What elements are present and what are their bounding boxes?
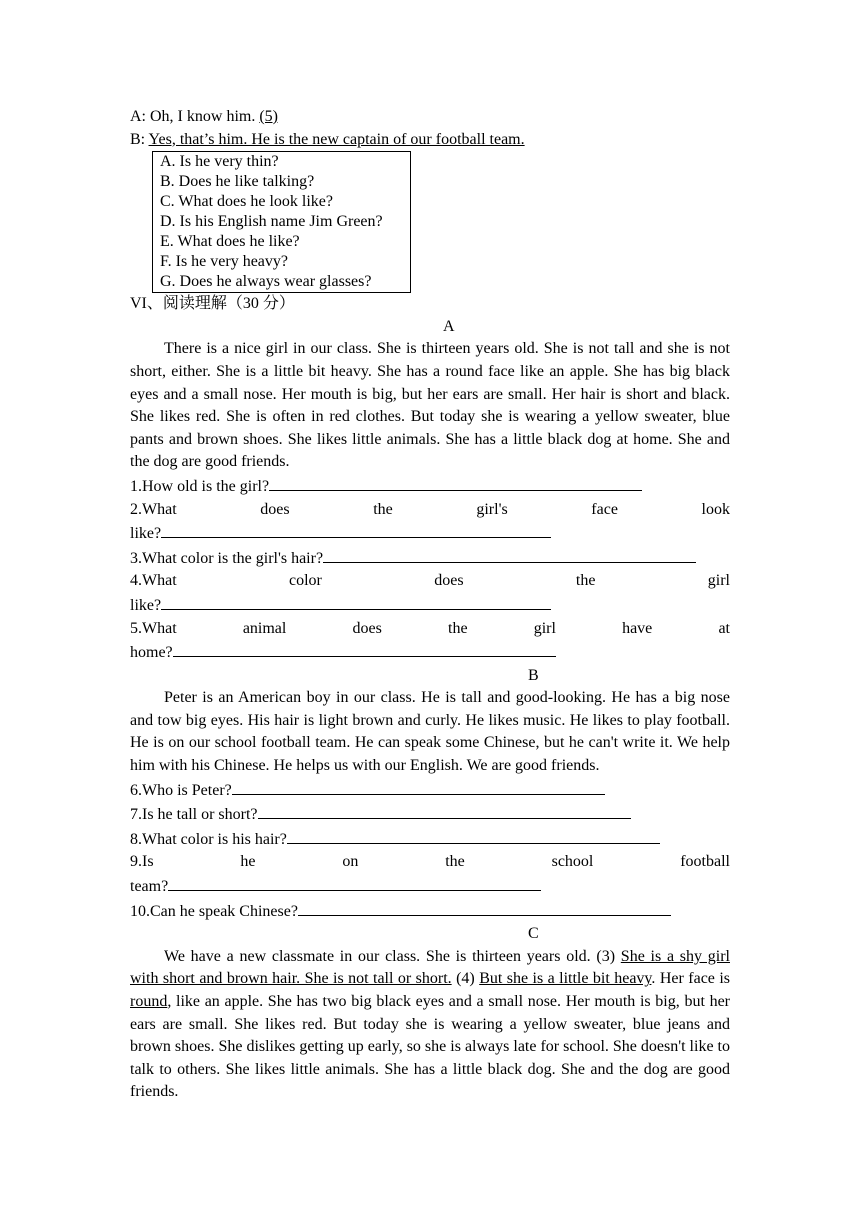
- question-8-text: 8.What color is his hair?: [130, 830, 287, 848]
- q5-word: animal: [242, 619, 287, 637]
- q5-end: home?: [130, 644, 173, 662]
- q2-word: face: [591, 500, 618, 518]
- option-e: E. What does he like?: [160, 233, 300, 251]
- q5-word: the: [448, 619, 468, 637]
- question-2-line-1: [130, 499, 730, 522]
- dialogue-line-b: [130, 129, 730, 152]
- q2-word: does: [260, 500, 290, 518]
- section-title: VI、阅读理解（30 分）: [130, 295, 295, 313]
- question-7: [130, 802, 730, 827]
- question-10: [130, 899, 730, 924]
- options-box: [152, 151, 411, 293]
- option-c: C. What does he look like?: [160, 193, 333, 211]
- passage-c-text: [130, 946, 730, 1104]
- passage-c-underlined: But she is a little bit heavy: [479, 970, 652, 988]
- q9-word: 9.Is: [130, 853, 154, 871]
- passage-c-underlined: She is a shy girl with short and brown hair. She is not tall or short.: [130, 947, 730, 988]
- answer-blank-9[interactable]: [168, 874, 541, 891]
- question-1-text: 1.How old is the girl?: [130, 477, 270, 495]
- answer-blank-8[interactable]: [287, 827, 660, 844]
- answer-blank-6[interactable]: [232, 778, 605, 795]
- q4-word: color: [289, 572, 322, 590]
- question-9: [130, 851, 730, 898]
- question-7-text: 7.Is he tall or short?: [130, 806, 258, 824]
- question-3-text: 3.What color is the girl's hair?: [130, 549, 324, 567]
- question-3: [130, 546, 730, 571]
- passage-c-part: We have a new classmate in our class. She is thirteen years old. (3): [164, 947, 621, 965]
- option-a: A. Is he very thin?: [160, 153, 279, 171]
- q9-word: football: [680, 853, 730, 871]
- worksheet-page: [130, 106, 730, 1104]
- q4-word: does: [434, 572, 464, 590]
- question-6: [130, 778, 730, 803]
- q4-end: like?: [130, 596, 162, 614]
- question-5-line-1: [130, 618, 730, 641]
- answer-blank-1[interactable]: [269, 474, 642, 491]
- question-4-line-1: [130, 570, 730, 593]
- q2-word: look: [701, 500, 730, 518]
- question-6-text: 6.Who is Peter?: [130, 781, 232, 799]
- question-2-line-2: [130, 521, 730, 546]
- option-g: G. Does he always wear glasses?: [160, 273, 372, 291]
- question-4: [130, 570, 730, 617]
- q9-word: on: [342, 853, 359, 871]
- answer-blank-7[interactable]: [258, 802, 631, 819]
- q9-word: he: [240, 853, 256, 871]
- option-d: D. Is his English name Jim Green?: [160, 213, 383, 231]
- q2-word: girl's: [476, 500, 508, 518]
- q9-end: team?: [130, 878, 169, 896]
- q4-word: girl: [707, 572, 730, 590]
- q9-word: school: [551, 853, 594, 871]
- answer-blank-2[interactable]: [161, 521, 551, 538]
- question-8: [130, 827, 730, 852]
- answer-blank-10[interactable]: [298, 899, 671, 916]
- q4-word: the: [575, 572, 596, 590]
- q5-word: have: [622, 619, 653, 637]
- option-b: B. Does he like talking?: [160, 173, 315, 191]
- passage-b-label: B: [528, 666, 539, 684]
- q2-word: 2.What: [130, 500, 177, 518]
- passage-c-underlined: round: [130, 993, 168, 1010]
- question-10-text: 10.Can he speak Chinese?: [130, 902, 298, 920]
- passage-a-text: There is a nice girl in our class. She is thirteen years old. She is not tall and she is not short, either. She is a little bit heavy. She has a round face like an apple. She has big black eyes and a small nose. Her mouth is big, but her ears are small. Her hair is short and black. She likes red. She is often in red clothes. But today she is wearing a yellow sweater, blue pants and brown shoes. She likes little animals. She has a little black dog at home. She and the dog are good friends.: [130, 340, 730, 471]
- dialogue-b-text: Yes, that’s him. He is the new captain of our football team.: [148, 130, 525, 148]
- question-9-line-1: [130, 851, 730, 874]
- passage-c-part: , like an apple. She has two big black eyes and a small nose. Her mouth is big, but her ears are small. She likes red. But today she is wearing a yellow sweater, blue jeans and brown shoes. She dislikes getting up early, so she is always late for school. She doesn't like to talk to others. She likes little animals. She has a little black dog. She and the dog are good friends.: [130, 993, 730, 1101]
- question-5: [130, 618, 730, 665]
- question-2: [130, 499, 730, 546]
- question-4-line-2: [130, 593, 730, 618]
- q4-word: 4.What: [130, 572, 177, 590]
- question-5-line-2: [130, 640, 730, 665]
- passage-a-label: A: [443, 317, 455, 335]
- q2-word: the: [373, 500, 393, 518]
- answer-blank-5[interactable]: [173, 640, 556, 657]
- dialogue-a-blank: (5): [259, 108, 278, 125]
- answer-blank-4[interactable]: [161, 593, 551, 610]
- passage-c-label: C: [528, 925, 539, 943]
- option-f: F. Is he very heavy?: [160, 253, 289, 271]
- passage-c-part: . Her face is: [651, 970, 730, 988]
- q5-word: girl: [533, 619, 556, 637]
- question-1: [130, 474, 730, 499]
- q2-end: like?: [130, 525, 162, 543]
- passage-b-text: Peter is an American boy in our class. He is tall and good-looking. He has a big nose and tow big eyes. His hair is light brown and curly. He likes music. He likes to play football. He is on our school football team. He can speak some Chinese, but he can't write it. We help him with his Chinese. He helps us with our English. We are good friends.: [130, 689, 730, 775]
- dialogue-a-text: A: Oh, I know him.: [130, 108, 260, 125]
- question-9-line-2: [130, 874, 730, 899]
- passage-c-part: (4): [451, 970, 480, 988]
- dialogue-line-a: [130, 106, 730, 129]
- q5-word: 5.What: [130, 619, 177, 637]
- dialogue-b-speaker: B:: [130, 130, 149, 148]
- q5-word: at: [718, 619, 730, 637]
- q9-word: the: [445, 853, 465, 871]
- answer-blank-3[interactable]: [323, 546, 696, 563]
- q5-word: does: [352, 619, 382, 637]
